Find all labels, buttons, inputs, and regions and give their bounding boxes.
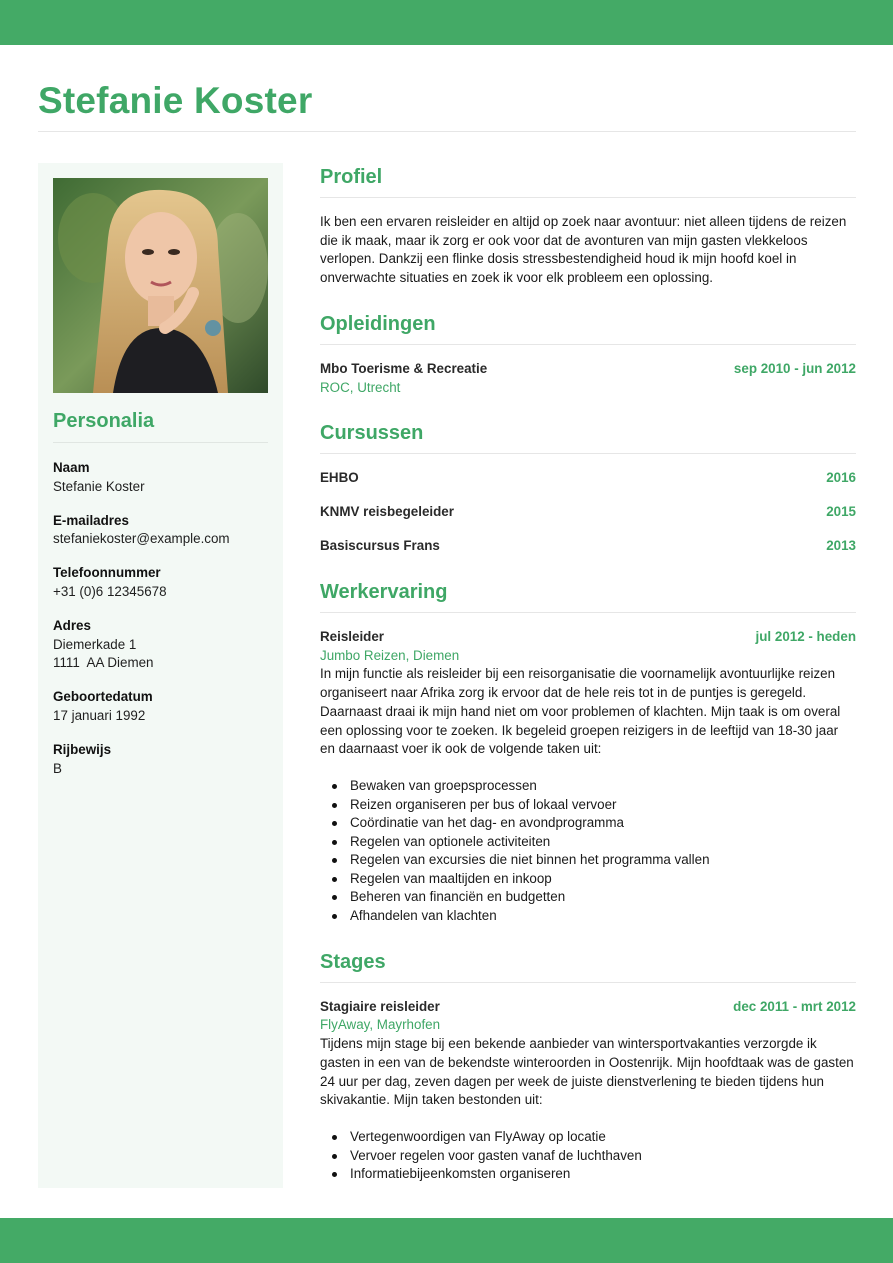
section-divider — [320, 612, 856, 613]
internships-title: Stages — [320, 950, 386, 973]
experience-date: jul 2012 - heden — [755, 628, 856, 644]
internship-date: dec 2011 - mrt 2012 — [733, 998, 856, 1014]
profile-section — [320, 163, 856, 288]
field-value: B — [53, 760, 62, 776]
personal-divider — [53, 442, 268, 443]
bottom-accent-band — [0, 1218, 893, 1263]
internship-company: FlyAway, Mayrhofen — [320, 1017, 441, 1033]
internship-text: Tijdens mijn stage bij een bekende aanbieder van wintersportvakanties verzorgde ik gasten in een van de bekendste winteroorden in Oostenrijk. Mijn hoofdtaak was de gasten 24 uur per dag, zeven dagen per week de juiste dienstverlening te bieden tijdens hun skivakantie. Mijn taken bestonden uit: — [320, 1036, 854, 1108]
experience-company: Jumbo Reizen, Diemen — [320, 647, 460, 663]
course-year: 2015 — [826, 504, 856, 520]
education-title: Opleidingen — [320, 312, 436, 335]
field-label: Geboortedatum — [53, 689, 153, 705]
field-label: Rijbewijs — [53, 741, 112, 757]
list-item: Beheren van financiën en budgetten — [320, 888, 856, 907]
education-date: sep 2010 - jun 2012 — [733, 360, 856, 376]
name-divider — [38, 131, 856, 132]
field-value: +31 (0)6 12345678 — [53, 583, 167, 599]
field-address — [53, 617, 268, 673]
personal-fields — [53, 459, 268, 793]
courses-title: Cursussen — [320, 422, 424, 445]
field-label: Telefoonnummer — [53, 565, 161, 581]
personal-section-title: Personalia — [53, 410, 155, 432]
experience-role: Reisleider — [320, 628, 385, 644]
field-value-line2: 1111 AA Diemen — [53, 655, 154, 671]
profile-photo-image — [53, 178, 268, 393]
internship-role: Stagiaire reisleider — [320, 998, 440, 1014]
field-label: E-mailadres — [53, 512, 129, 528]
field-value: stefaniekoster@example.com — [53, 531, 230, 547]
list-item: Regelen van excursies die niet binnen het programma vallen — [320, 851, 856, 870]
section-divider — [320, 453, 856, 454]
course-row — [320, 469, 856, 488]
list-item: Vervoer regelen voor gasten vanaf de luchthaven — [320, 1147, 856, 1166]
list-item: Afhandelen van klachten — [320, 907, 856, 926]
list-item: Vertegenwoordigen van FlyAway op locatie — [320, 1128, 856, 1147]
education-section — [320, 310, 856, 398]
section-divider — [320, 197, 856, 198]
field-phone — [53, 564, 268, 602]
field-label: Naam — [53, 460, 90, 475]
education-place: ROC, Utrecht — [320, 379, 401, 395]
internship-tasks — [320, 1128, 856, 1184]
section-divider — [320, 982, 856, 983]
list-item: Regelen van optionele activiteiten — [320, 833, 856, 852]
courses-section — [320, 419, 856, 555]
field-value: 17 januari 1992 — [53, 707, 146, 723]
course-year: 2016 — [826, 470, 856, 486]
course-name: Basiscursus Frans — [320, 538, 440, 553]
list-item: Bewaken van groepsprocessen — [320, 777, 856, 796]
experience-text: In mijn functie als reisleider bij een reisorganisatie die voornamelijk avontuurlijke reizen organiseert naar Afrika zorg ik ervoor dat de hele reis tot in de puntjes is geregeld. Daarnaast draai ik mijn hand niet om voor problemen of klachten. Mijn taak is om overal een oplossing voor te zoeken. Ik begeleid groepen reizigers in de leeftijd van 18-30 jaar en daarnaast voer ik ook de volgende taken uit: — [320, 666, 841, 757]
course-name: KNMV reisbegeleider — [320, 504, 454, 520]
field-value: Diemerkade 1 — [53, 636, 137, 652]
profile-title: Profiel — [320, 166, 383, 188]
field-drivers-license — [53, 741, 268, 779]
field-name — [53, 459, 268, 497]
internships-section — [320, 948, 856, 1184]
candidate-name: Stefanie Koster — [38, 80, 313, 121]
experience-tasks — [320, 777, 856, 926]
section-divider — [320, 344, 856, 345]
experience-title: Werkervaring — [320, 580, 448, 603]
personal-sidebar — [38, 163, 283, 1188]
list-item: Coördinatie van het dag- en avondprogramma — [320, 814, 856, 833]
top-accent-band — [0, 0, 893, 45]
course-name: EHBO — [320, 470, 359, 486]
field-value: Stefanie Koster — [53, 478, 145, 494]
profile-text: Ik ben een ervaren reisleider en altijd op zoek naar avontuur: niet alleen tijdens de reizen die ik maak, maar ik zorg er ook voor dat de avonturen van mijn gasten vlekkeloos verlopen. Dankzij een flinke dosis stressbestendigheid houd ik mijn hoofd koel in onverwachte situaties en zoek ik voor elk probleem een oplossing. — [320, 214, 847, 286]
list-item: Regelen van maaltijden en inkoop — [320, 870, 856, 889]
experience-section — [320, 578, 856, 926]
field-birthdate — [53, 688, 268, 726]
course-row — [320, 537, 856, 556]
internship-row — [320, 998, 856, 1017]
main-content — [320, 163, 856, 1184]
profile-photo — [53, 178, 268, 393]
course-row — [320, 503, 856, 522]
list-item: Informatiebijeenkomsten organiseren — [320, 1165, 856, 1184]
education-name: Mbo Toerisme & Recreatie — [320, 360, 488, 376]
field-label: Adres — [53, 617, 91, 633]
course-year: 2013 — [826, 538, 856, 553]
list-item: Reizen organiseren per bus of lokaal vervoer — [320, 796, 856, 815]
experience-row — [320, 628, 856, 647]
education-row — [320, 360, 856, 379]
field-email — [53, 512, 268, 550]
